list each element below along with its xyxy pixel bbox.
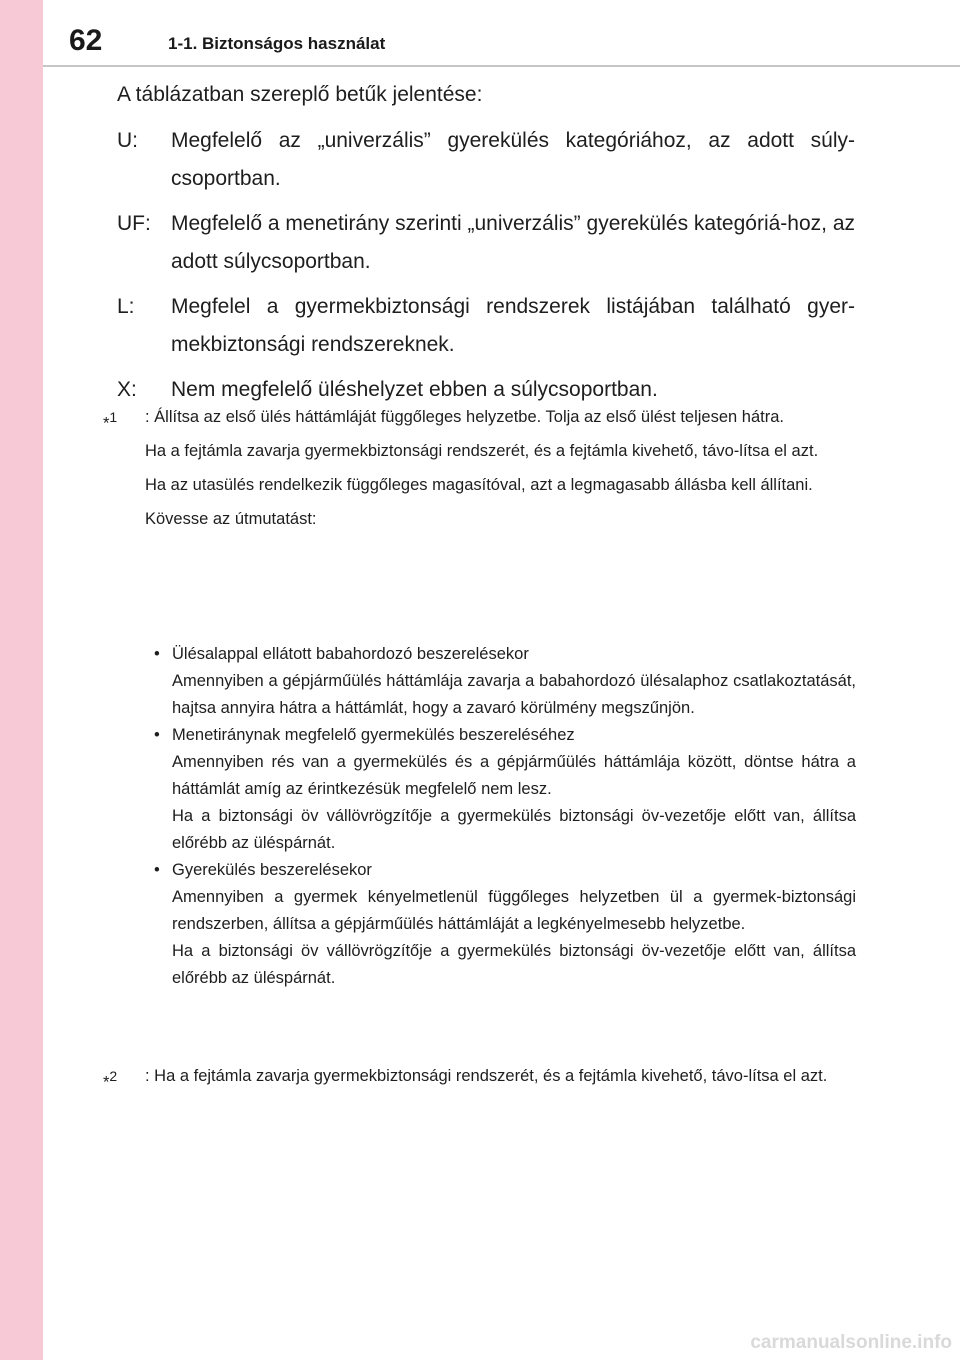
footnote-body (117, 1059, 855, 1093)
footnote-asterisk: * (103, 1073, 110, 1092)
definition-item (117, 288, 855, 364)
bullet-text: Amennyiben rés van a gyermekülés és a gépjárműülés háttámlája között, döntse hátra a háttámlát amíg az érintkezésük megfelelő nem lesz. (172, 753, 856, 798)
watermark-logo: carmanualsonline.info (750, 1332, 952, 1353)
footnote-paragraph: Kövesse az útmutatást: (145, 510, 317, 528)
footnote-1 (103, 400, 855, 536)
bullet-text: Ha a biztonsági öv vállövrögzítője a gyermekülés biztonsági öv-vezetője előtt van, állítsa előrébb az üléspárnát. (172, 942, 856, 987)
definition-text: Megfelelő az „univerzális” gyerekülés kategóriához, az adott súly-csoportban. (171, 129, 855, 190)
footnote-paragraph: Ha az utasülés rendelkezik függőleges magasítóval, azt a legmagasabb állásba kell állítani. (145, 476, 813, 494)
definition-text: Nem megfelelő üléshelyzet ebben a súlycsoportban. (171, 378, 658, 401)
header-divider (43, 65, 960, 67)
footnote-2 (103, 1059, 855, 1093)
footnote-number: 2 (109, 1068, 118, 1084)
definition-text: Megfelelő a menetirány szerinti „univerzális” gyerekülés kategóriá-hoz, az adott súlycsoportban. (171, 212, 855, 273)
bullet-dot: • (154, 645, 160, 663)
footnote-paragraph: : Állítsa az első ülés háttámláját függőleges helyzetbe. Tolja az első ülést teljesen hátra. (145, 408, 784, 426)
bullet-item (152, 722, 856, 857)
definition-item (117, 205, 855, 281)
section-title: 1-1. Biztonságos használat (168, 34, 386, 53)
bullet-item (152, 857, 856, 992)
definition-list (117, 122, 855, 409)
footnote-marker (103, 400, 117, 441)
bullet-title: Gyerekülés beszerelésekor (172, 861, 372, 879)
definition-key: U: (117, 129, 138, 152)
definition-item (117, 122, 855, 198)
footnote-asterisk: * (103, 414, 110, 433)
page-header (43, 0, 960, 66)
bullet-dot: • (154, 861, 160, 879)
intro-text: A táblázatban szereplő betűk jelentése: (117, 83, 483, 106)
definition-text: Megfelel a gyermekbiztonsági rendszerek listájában található gyer-mekbiztonsági rendszereknek. (171, 295, 855, 356)
bullet-text: Amennyiben a gyermek kényelmetlenül függőleges helyzetben ül a gyermek-biztonsági rendszerben, állítsa a gépjárműülés háttámláját a legkényelmesebb helyzetbe. (172, 888, 856, 933)
main-content (117, 80, 855, 416)
bullet-text: Amennyiben a gépjárműülés háttámlája zavarja a babahordozó ülésalaphoz csatlakoztatását, hajtsa annyira hátra a háttámlát, hogy a zavaró körülmény megszűnjön. (172, 672, 856, 717)
page-number: 62 (69, 24, 103, 57)
instruction-bullets (152, 641, 856, 992)
footnote-paragraph: Ha a fejtámla zavarja gyermekbiztonsági rendszerét, és a fejtámla kivehető, távo-lítsa el azt. (145, 442, 819, 460)
footnote-paragraph: : Ha a fejtámla zavarja gyermekbiztonsági rendszerét, és a fejtámla kivehető, távo-lítsa el azt. (145, 1067, 828, 1085)
bullet-text: Ha a biztonsági öv vállövrögzítője a gyermekülés biztonsági öv-vezetője előtt van, állítsa előrébb az üléspárnát. (172, 807, 856, 852)
bullet-item (152, 641, 856, 722)
footnote-body (117, 400, 855, 536)
footnote-marker (103, 1059, 117, 1100)
side-color-strip (0, 0, 43, 1360)
definition-key: UF: (117, 212, 151, 235)
bullet-title: Ülésalappal ellátott babahordozó beszerelésekor (172, 645, 529, 663)
bullet-dot: • (154, 726, 160, 744)
bullet-title: Menetiránynak megfelelő gyermekülés beszereléséhez (172, 726, 575, 744)
footnote-number: 1 (109, 409, 118, 425)
definition-key: X: (117, 378, 137, 401)
definition-key: L: (117, 295, 135, 318)
